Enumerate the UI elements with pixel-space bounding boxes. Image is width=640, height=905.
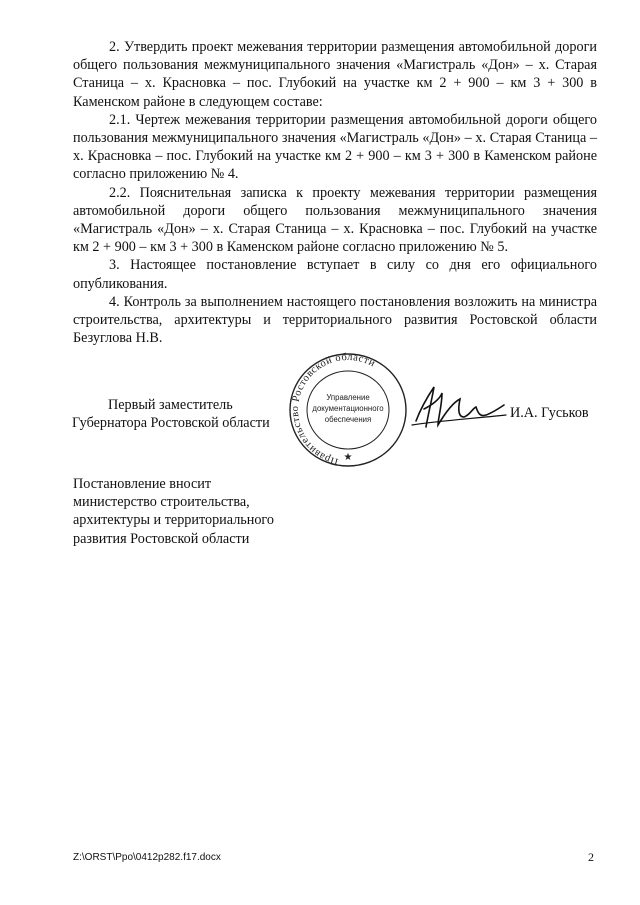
- seal-outer-text: Правительство Ростовской области: [289, 351, 378, 468]
- seal-inner-line-1: Управление: [326, 393, 370, 402]
- seal-inner-line-2: документационного: [312, 404, 384, 413]
- signatory-name: И.А. Гуськов: [510, 405, 589, 421]
- paragraph-2: 2. Утвердить проект межевания территории размещения автомобильной дороги общего пользования межмуниципального значения «Магистраль «Дон» – х. Старая Станица – х. Красновка – пос. Глубокий на участке км 2 + 900 – км 3 + 300 в Каменском районе в следующем составе:: [73, 39, 597, 110]
- seal-inner-line-3: обеспечения: [324, 415, 372, 424]
- paragraph-2-2: 2.2. Пояснительная записка к проекту межевания территории размещения автомобильной дороги общего пользования межмуниципального значения «Магистраль «Дон» – х. Старая Станица – х. Красновка – пос. Глубокий на участке км 2 + 900 – км 3 + 300 в Каменском районе согласно приложению № 5.: [73, 184, 597, 256]
- submitter-block: [73, 475, 333, 548]
- submitter-line-3: архитектуры и территориального: [73, 512, 274, 529]
- document-body: [73, 38, 597, 347]
- submitter-line-2: министерство строительства,: [73, 494, 250, 511]
- handwritten-signature: [408, 375, 508, 445]
- footer-file-path: Z:\ORST\Ppo\0412p282.f17.docx: [73, 852, 221, 863]
- paragraph-4: 4. Контроль за выполнением настоящего постановления возложить на министра строительства, архитектуры и территориального развития Ростовской области Безуглова Н.В.: [73, 293, 597, 347]
- position-line-2: Губернатора Ростовской области: [72, 415, 270, 432]
- paragraph-3: 3. Настоящее постановление вступает в силу со дня его официального опубликования.: [73, 257, 597, 292]
- signatory-position: [72, 396, 270, 432]
- submitter-line-1: Постановление вносит: [73, 476, 212, 492]
- official-seal: [283, 350, 413, 470]
- position-line-1: Первый заместитель: [108, 397, 233, 413]
- paragraph-2-1: 2.1. Чертеж межевания территории размещения автомобильной дороги общего пользования межмуниципального значения «Магистраль «Дон» – х. Старая Станица – х. Красновка – пос. Глубокий на участке км 2 + 900 – км 3 + 300 в Каменском районе согласно приложению № 4.: [73, 111, 597, 183]
- svg-text:★: ★: [343, 452, 353, 463]
- submitter-line-4: развития Ростовской области: [73, 530, 250, 547]
- page-number: 2: [588, 850, 594, 864]
